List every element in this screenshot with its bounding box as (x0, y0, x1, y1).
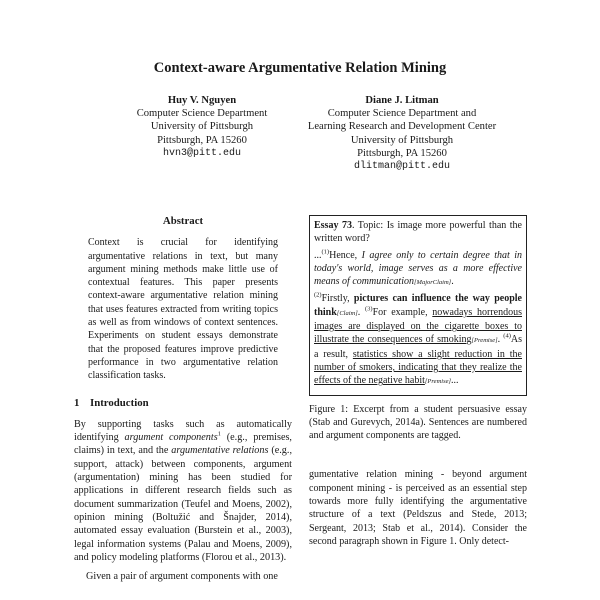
author-affiliation-line: Computer Science Department (136, 108, 268, 120)
essay-topic: . Topic: Is image more powerful than the written word? (314, 220, 522, 245)
text-run: . (357, 306, 365, 318)
paper-title: Context-aware Argumentative Relation Mining (153, 60, 447, 76)
essay-sentence-1 (314, 249, 522, 290)
sentence-number: (3) (364, 305, 373, 313)
author-name: Diane J. Litman (365, 95, 439, 106)
text-run: ... (451, 375, 459, 387)
text-run: (e.g., support, attack) between components, argument (argumentation) mining has been studied for applications in different research fields such as document summarization (Teufel and Moens, 2002), opinion mining (Boltužić and Šnajder, 2014), automated essay evaluation (Burstein et al., 2003), legal information systems (Palau and Moens, 2009), and policy modeling platforms (Florou et al., 2013). (74, 445, 292, 563)
footnote-marker: 1 (217, 430, 221, 438)
tag-premise: [Premise] (424, 378, 452, 386)
intro-paragraph-1 (74, 418, 292, 564)
tag-claim: [Claim] (336, 309, 358, 317)
tag-premise: [Premise] (471, 337, 498, 345)
term-argumentative-relations: argumentative relations (171, 445, 269, 457)
author-email: dlitman@pitt.edu (353, 161, 450, 173)
section-heading-introduction (74, 397, 292, 410)
author-affiliation-line: Learning Research and Development Center (307, 121, 497, 133)
text-run: . (497, 334, 504, 346)
essay-excerpt-box (309, 215, 527, 396)
text-run: . (451, 276, 454, 288)
tag-majorclaim: [MajorClaim] (414, 279, 452, 287)
text-run: (e.g., premises, claims) in text, and the (74, 432, 292, 457)
right-column (309, 215, 527, 548)
author-affiliation-line: University of Pittsburgh (350, 134, 454, 146)
text-run: For example, (372, 306, 433, 318)
claim-text: pictures can influence the way people think (314, 293, 522, 318)
author-name: Huy V. Nguyen (167, 95, 237, 106)
text-run: By supporting tasks such as automatically identifying (74, 418, 292, 444)
sentence-number: (2) (314, 292, 322, 300)
author-block-2 (292, 94, 512, 173)
figure-caption: Figure 1: Excerpt from a student persuasive essay (Stab and Gurevych, 2014a). Sentences are numbered and argument components are tagged. (309, 403, 527, 442)
term-argument-components: argument components (124, 432, 218, 444)
author-affiliation-line: Computer Science Department and (327, 108, 477, 120)
author-email: hvn3@pitt.edu (162, 147, 241, 159)
premise-text: nowadays horrendous images are displayed on the cigarette boxes to illustrate the consequences of smoking (314, 306, 523, 346)
major-claim-text: I agree only to certain degree that in today's world, image serves as a more effective means of communication (314, 249, 522, 288)
text-run: Hence, (329, 249, 362, 261)
premise-text: statistics show a slight reduction in the number of smokers, indicating that they realize the effects of the negative habit (314, 348, 522, 387)
left-column (74, 215, 292, 583)
author-affiliation-line: University of Pittsburgh (150, 121, 254, 133)
section-title: Introduction (90, 396, 149, 409)
section-number: 1 (74, 396, 80, 409)
sentence-number: (4) (503, 333, 511, 341)
essay-topic-line (314, 219, 522, 246)
abstract-heading: Abstract (162, 215, 204, 227)
intro-paragraph-2: Given a pair of argument components with one (86, 571, 278, 583)
author-block-1 (112, 94, 292, 160)
text-run: ... (314, 249, 322, 261)
author-affiliation-line: Pittsburgh, PA 15260 (157, 134, 247, 146)
abstract-text: Context is crucial for identifying argumentative relations in text, but many argument mining methods make little use of contextual features. This paper presents context-aware argumentative relation mining that uses features extracted from writing topics as well as from windows of context sentences. Experiments on student essays demonstrate that the proposed features improve predictive performance in two argumentative relation classification tasks. (88, 237, 278, 382)
text-run: Firstly, (321, 293, 354, 305)
essay-label: Essay 73 (314, 220, 352, 231)
body-text-continued: gumentative relation mining - beyond argument component mining - is perceived as an essential step towards more fully identifying the argumentative structure of a text (Peldszus and Stede, 2013; Sergeant, 2013; Stab et al., 2014). Consider the second paragraph shown in Figure 1. Only detect- (309, 469, 527, 547)
text-run: As a result, (314, 334, 522, 360)
author-affiliation-line: Pittsburgh, PA 15260 (357, 147, 447, 159)
essay-sentences-2-4 (314, 292, 522, 388)
sentence-number: (1) (321, 248, 330, 256)
